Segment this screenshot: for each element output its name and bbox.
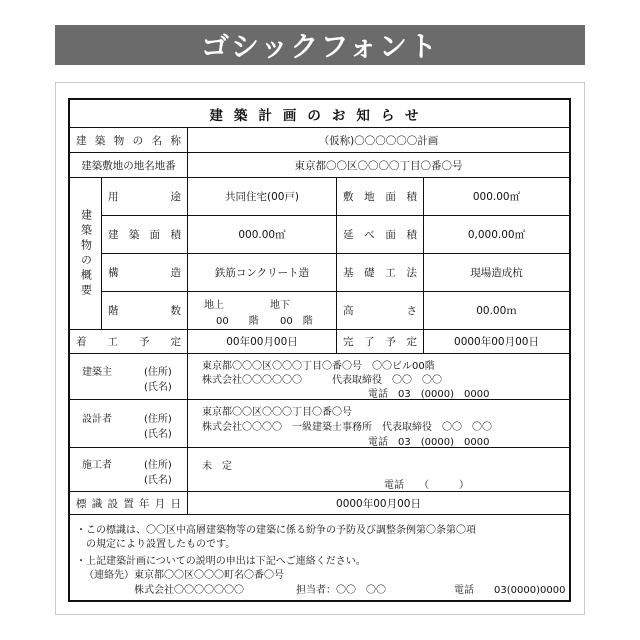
contractor-value: 未 定 xyxy=(202,461,232,472)
start-value: 00年00月00日 xyxy=(188,330,337,353)
schedule-row xyxy=(70,330,569,354)
designer-name-label: (氏名) xyxy=(144,429,172,440)
overview-label: 建築物の概要 xyxy=(79,208,93,299)
contractor-tel: 電話 （ ） xyxy=(384,480,469,491)
total-area-value: 0,000.00㎡ xyxy=(467,229,526,241)
site-area-label: 敷 地 面 積 xyxy=(337,178,424,215)
banner-title: ゴシックフォント xyxy=(200,30,440,63)
designer-address-label: (住所) xyxy=(144,414,172,425)
site-address-row xyxy=(70,153,569,178)
contractor-value-cell xyxy=(188,448,569,491)
designer-label: 設計者 xyxy=(82,414,112,425)
contractor-label-cell xyxy=(70,448,188,491)
complete-value: 0000年00月00日 xyxy=(454,336,539,348)
total-area-label: 延 べ 面 積 xyxy=(337,216,424,253)
owner-row xyxy=(70,354,569,400)
designer-label-cell xyxy=(70,400,188,447)
contact-address: （連絡先）東京都〇〇区〇〇〇町名〇番〇号 xyxy=(84,570,284,581)
contact-person: 担当者：〇〇 〇〇 xyxy=(296,585,386,596)
floors-row xyxy=(102,292,569,330)
contractor-name-label: (氏名) xyxy=(144,475,172,486)
contact-company: 株式会社〇〇〇〇〇〇〇 xyxy=(134,585,244,596)
contractor-row xyxy=(70,448,569,492)
floors-above-value: 00 階 xyxy=(216,316,259,327)
floors-label: 階 数 xyxy=(102,292,188,329)
complete-label: 完 了 予 定 xyxy=(337,330,424,353)
floors-below-value: 00 階 xyxy=(280,316,313,327)
note-line-3: ・上記建築計画についての説明の申出は下記へご連絡ください。 xyxy=(76,556,366,567)
contractor-address-label: (住所) xyxy=(144,460,172,471)
designer-tel: 電話 03 (0000) 0000 xyxy=(368,437,490,448)
posted-date-label: 標 識 設 置 年 月 日 xyxy=(70,492,188,514)
designer-name: 株式会社〇〇〇〇 一級建築士事務所 代表取締役 〇〇 〇〇 xyxy=(202,422,492,433)
building-area-label: 建 築 面 積 xyxy=(102,216,188,253)
owner-value-cell xyxy=(188,354,569,399)
foundation-value: 現場造成杭 xyxy=(470,267,523,279)
contact-tel: 電話 03(0000)0000 xyxy=(454,585,566,596)
structure-value: 鉄筋コンクリート造 xyxy=(188,254,337,291)
notice-title: 建築計画のお知らせ xyxy=(209,107,430,124)
posted-date-value: 0000年00月00日 xyxy=(336,497,421,510)
use-label: 用 途 xyxy=(102,178,188,215)
owner-label: 建築主 xyxy=(82,367,112,378)
start-label: 着 工 予 定 xyxy=(70,330,188,353)
floors-below-label: 地下 xyxy=(270,300,290,311)
posted-date-row xyxy=(70,492,569,515)
height-label: 高 さ xyxy=(337,292,424,329)
owner-name: 株式会社〇〇〇〇〇〇 代表取締役 〇〇 〇〇 xyxy=(202,375,442,386)
height-value: 00.00ｍ xyxy=(476,305,517,317)
site-address-label: 建築敷地の地名地番 xyxy=(70,153,188,177)
font-style-banner xyxy=(55,25,585,65)
use-row xyxy=(102,178,569,216)
building-name-label: 建 築 物 の 名 称 xyxy=(70,128,188,152)
building-name-row xyxy=(70,128,569,153)
contractor-label: 施工者 xyxy=(82,460,112,471)
note-line-1: ・この標識は、〇〇区中高層建築物等の建築に係る紛争の予防及び調整条例第〇条第〇項 xyxy=(76,525,476,536)
designer-value-cell xyxy=(188,400,569,447)
structure-label: 構 造 xyxy=(102,254,188,291)
floors-above-label: 地上 xyxy=(204,300,224,311)
notes-section xyxy=(70,515,569,600)
building-name-value: （仮称)〇〇〇〇〇〇計画 xyxy=(318,134,439,147)
owner-label-cell xyxy=(70,354,188,399)
site-area-value: 000.00㎡ xyxy=(472,191,521,203)
floors-value xyxy=(188,292,337,329)
use-value: 共同住宅(00戸) xyxy=(188,178,337,215)
overview-label-cell xyxy=(70,178,102,330)
foundation-label: 基 礎 工 法 xyxy=(337,254,424,291)
building-area-value: 000.00㎡ xyxy=(188,216,337,253)
owner-address: 東京都〇〇〇区〇〇〇丁目〇番〇号 〇〇ビル00階 xyxy=(202,361,435,372)
owner-address-label: (住所) xyxy=(144,367,172,378)
owner-name-label: (氏名) xyxy=(144,382,172,393)
site-address-value: 東京都〇〇区〇〇〇〇丁目〇番〇号 xyxy=(294,159,463,172)
area-row xyxy=(102,216,569,254)
title-row xyxy=(70,100,569,128)
building-plan-notice-board xyxy=(68,98,571,602)
designer-address: 東京都〇〇区〇〇〇丁目〇番〇号 xyxy=(202,407,352,418)
structure-row xyxy=(102,254,569,292)
owner-tel: 電話 03 (0000) 0000 xyxy=(368,389,490,400)
designer-row xyxy=(70,400,569,448)
note-line-2: の規定により設置したものです。 xyxy=(76,539,236,550)
